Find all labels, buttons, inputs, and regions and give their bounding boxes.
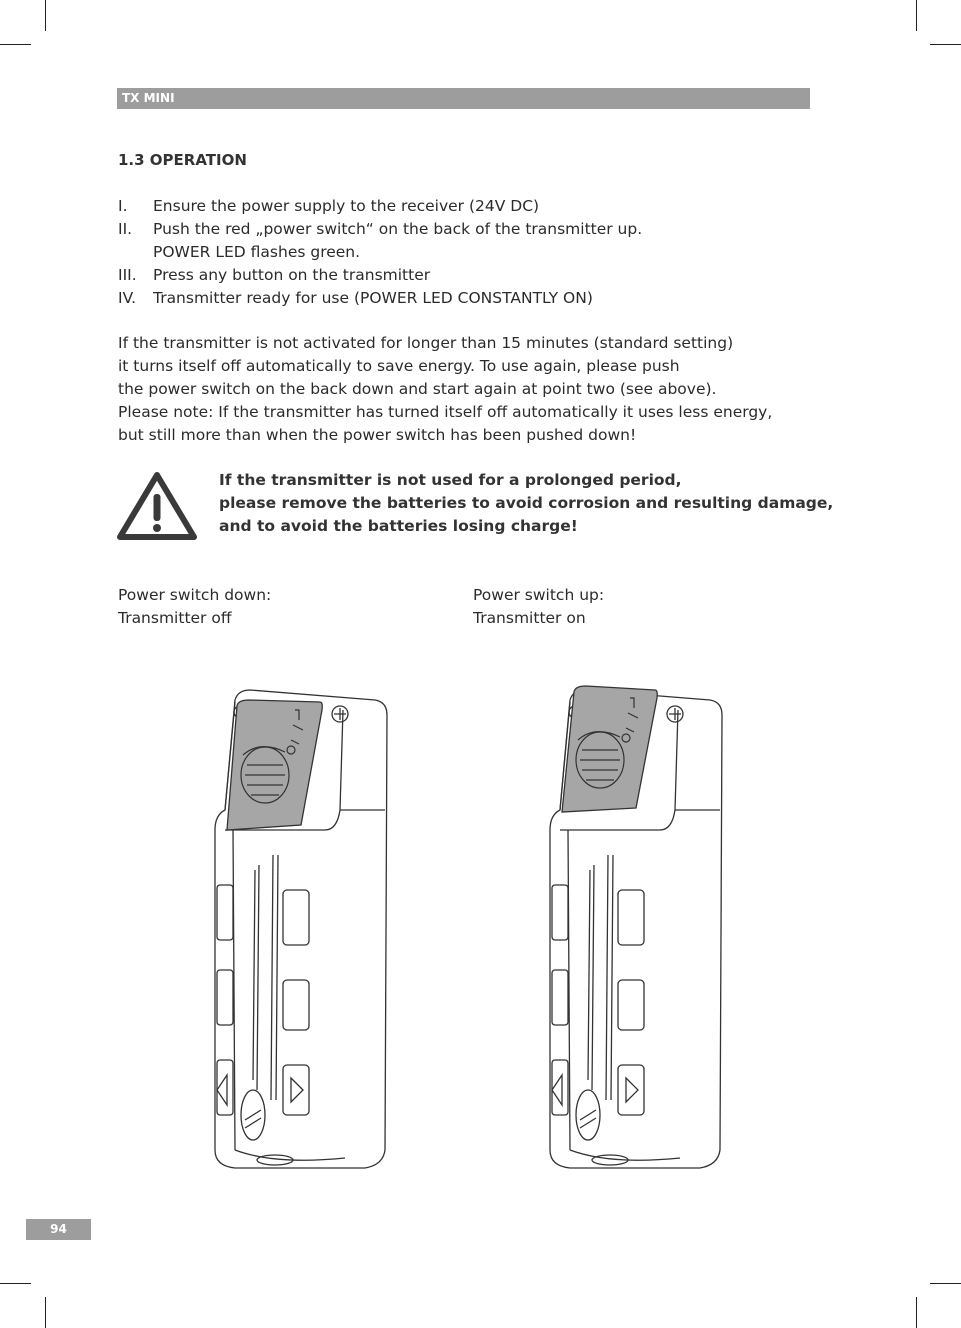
warning-triangle-icon — [116, 470, 198, 542]
caption-switch-up — [473, 584, 604, 630]
step-number: IV. — [118, 289, 137, 307]
warning-line: If the transmitter is not used for a prolonged period, — [219, 471, 682, 489]
power-switch-shade — [562, 686, 657, 812]
step-text: Ensure the power supply to the receiver (24V DC) — [153, 197, 540, 215]
crop-mark — [45, 0, 46, 31]
crop-mark — [0, 1283, 31, 1284]
list-item — [118, 287, 642, 310]
header-title: TX MINI — [122, 91, 175, 105]
crop-mark — [916, 1297, 917, 1328]
step-number: II. — [118, 220, 133, 238]
page-number: 94 — [26, 1219, 91, 1240]
paragraph-line: it turns itself off automatically to save energy. To use again, please push — [118, 357, 680, 375]
info-paragraph — [118, 332, 772, 447]
paragraph-line: Please note: If the transmitter has turned itself off automatically it uses less energy, — [118, 403, 773, 421]
caption-line: Power switch up: — [473, 586, 605, 604]
paragraph-line: the power switch on the back down and start again at point two (see above). — [118, 380, 717, 398]
caption-line: Power switch down: — [118, 586, 272, 604]
step-text: Transmitter ready for use (POWER LED CONSTANTLY ON) — [153, 289, 593, 307]
crop-mark — [45, 1297, 46, 1328]
steps-list — [118, 195, 642, 310]
step-text: Press any button on the transmitter — [153, 266, 431, 284]
step-number: III. — [118, 266, 137, 284]
paragraph-line: If the transmitter is not activated for longer than 15 minutes (standard setting) — [118, 334, 734, 352]
list-item — [118, 218, 642, 264]
step-number: I. — [118, 197, 128, 215]
list-item — [118, 195, 642, 218]
crop-mark — [930, 1283, 961, 1284]
step-text: POWER LED flashes green. — [153, 243, 361, 261]
warning-line: and to avoid the batteries losing charge! — [219, 517, 578, 535]
crop-mark — [916, 0, 917, 31]
crop-mark — [930, 44, 961, 45]
warning-text — [219, 469, 833, 538]
paragraph-line: but still more than when the power switch has been pushed down! — [118, 426, 637, 444]
transmitter-switch-up-illustration — [540, 680, 740, 1180]
section-title: 1.3 OPERATION — [118, 151, 247, 169]
list-item — [118, 264, 642, 287]
warning-line: please remove the batteries to avoid corrosion and resulting damage, — [219, 494, 834, 512]
caption-line: Transmitter off — [118, 609, 232, 627]
crop-mark — [0, 44, 31, 45]
header-bar — [117, 88, 810, 109]
caption-switch-down — [118, 584, 271, 630]
caption-line: Transmitter on — [473, 609, 586, 627]
transmitter-switch-down-illustration — [205, 680, 405, 1180]
step-text: Push the red „power switch“ on the back of the transmitter up. — [153, 220, 643, 238]
